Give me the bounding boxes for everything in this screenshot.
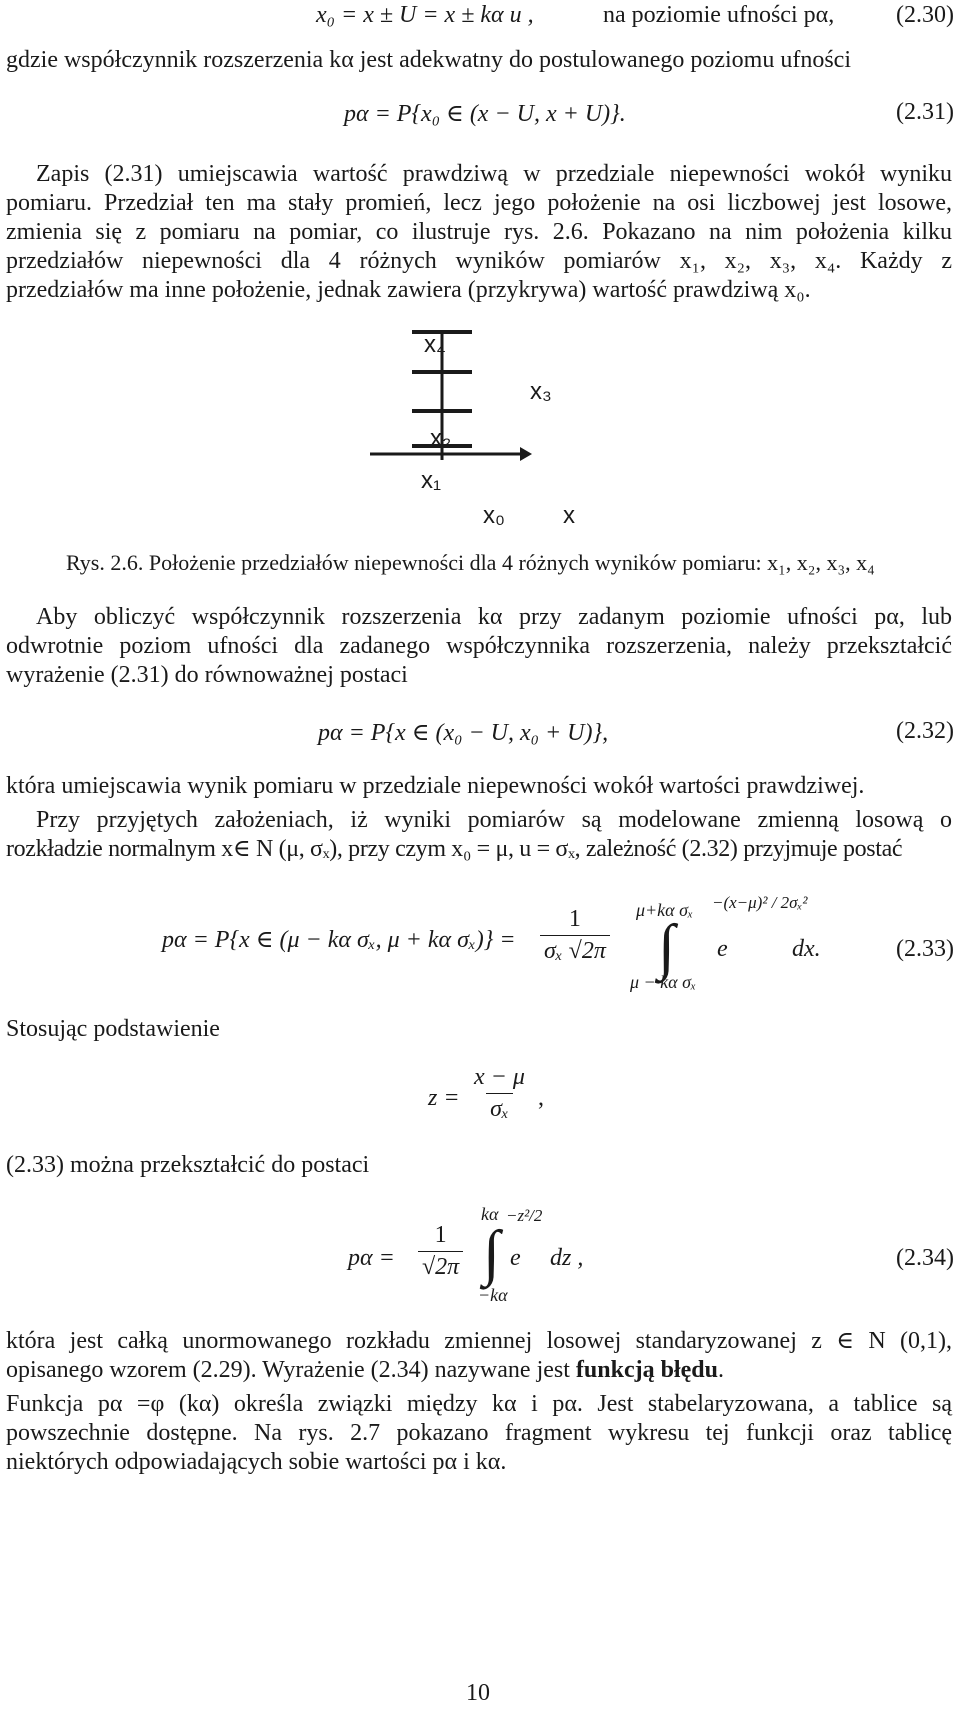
equation-2-34-int-upper: kα xyxy=(481,1204,499,1224)
equation-2-34-frac-den: √2π xyxy=(418,1251,463,1281)
paragraph-ktora-2 xyxy=(6,1327,952,1385)
text-2-33: (2.33) można przekształcić do postaci xyxy=(6,1152,370,1178)
equation-z-num: x − μ xyxy=(474,1064,525,1090)
paragraph-ktora-2-line xyxy=(6,1356,952,1385)
equation-z-lhs: z = xyxy=(428,1085,460,1111)
equation-2-31 xyxy=(344,99,626,128)
label-x3: x₃ xyxy=(530,378,552,405)
equation-2-34-number: (2.34) xyxy=(896,1245,954,1271)
paragraph-aby xyxy=(6,603,952,690)
equation-2-30-formula: x₀ = x ± U = x ± kα u , xyxy=(316,2,534,28)
axis-arrow xyxy=(520,447,532,461)
equation-2-33-integrand: e xyxy=(717,936,728,962)
label-x1: x₁ xyxy=(421,467,442,494)
equation-2-34-lhs: pα = xyxy=(348,1245,395,1271)
equation-2-34-integrand: e xyxy=(510,1245,521,1271)
paragraph-aby-line: wyrażenie (2.31) do równoważnej postaci xyxy=(6,662,408,688)
paragraph-zapis-line: przedziałów ma inne położenie, jednak zawiera (przykrywa) wartość prawdziwą x₀. xyxy=(6,277,811,303)
equation-2-34-exponent: −z²/2 xyxy=(506,1206,543,1225)
label-x0: x₀ xyxy=(483,502,505,529)
equation-2-34-tail: dz , xyxy=(550,1245,584,1271)
paragraph-ktora-1: która umiejscawia wynik pomiaru w przedziale niepewności wokół wartości prawdziwej. xyxy=(6,773,865,799)
term-funkcja-bledu: funkcją błędu xyxy=(575,1357,718,1383)
equation-2-33-frac-num: 1 xyxy=(568,906,581,932)
page-number: 10 xyxy=(466,1680,490,1706)
paragraph-przy-line: rozkładzie normalnym x∈ N (μ, σₓ), przy czym x₀ = μ, u = σₓ, zależność (2.32) przyjmuje postać xyxy=(6,836,903,862)
equation-2-33-tail: dx. xyxy=(792,936,821,962)
label-x2: x₂ xyxy=(430,425,452,452)
equation-2-32-number: (2.32) xyxy=(896,718,954,744)
paragraph-funkcja-line: Funkcja pα =φ (kα) określa związki między kα i pα. Jest stabelaryzowana, a tablice są xyxy=(6,1391,952,1417)
text-stosujac: Stosując podstawienie xyxy=(6,1016,220,1042)
equation-z-den: σₓ xyxy=(486,1093,513,1123)
paragraph-ktora-2-line2-start: opisanego wzorem (2.29). Wyrażenie (2.34) nazywane jest xyxy=(6,1357,570,1383)
equation-2-34-frac-num: 1 xyxy=(434,1222,447,1248)
equation-2-33-frac-den: σₓ √2π xyxy=(540,935,610,965)
paragraph-przy-line: Przy przyjętych założeniach, iż wyniki pomiarów są modelowane zmienną losową o xyxy=(36,807,952,833)
equation-2-33-number: (2.33) xyxy=(896,936,954,962)
label-x4: x₄ xyxy=(424,331,446,358)
paragraph-ktora-2-line: która jest całką unormowanego rozkładu zmiennej losowej standaryzowanej z ∈ N (0,1), xyxy=(6,1328,952,1354)
equation-2-33-fraction xyxy=(540,906,610,965)
integral-sign-icon: ∫ xyxy=(483,1219,500,1287)
paragraph-zapis-line: Zapis (2.31) umiejscawia wartość prawdziwą w przedziale niepewności wokół wyniku xyxy=(36,161,952,187)
paragraph-funkcja-line: powszechnie dostępne. Na rys. 2.7 pokazano fragment wykresu tej funkcji oraz tablicę xyxy=(6,1420,952,1446)
paragraph-ktora-2-line2-end: . xyxy=(717,1357,724,1383)
equation-z-tail: , xyxy=(538,1085,544,1111)
integral-sign-icon: ∫ xyxy=(658,913,675,981)
equation-2-30-number: (2.30) xyxy=(896,2,954,28)
equation-2-33-int-upper: μ+kα σₓ xyxy=(636,900,694,920)
equation-2-34-fraction xyxy=(418,1222,463,1281)
equation-2-33-int-lower: μ − kα σₓ xyxy=(630,972,697,992)
paragraph-zapis-line: pomiaru. Przedział ten ma stały promień, lecz jego położenie na osi liczbowej jest losowe, xyxy=(6,190,952,216)
paragraph-zapis-line: przedziałów niepewności dla 4 różnych wyników pomiarów x₁, x₂, x₃, x₄. Każdy z xyxy=(6,248,952,274)
equation-2-33-lhs: pα = P{x ∈ (μ − kα σₓ, μ + kα σₓ)} = xyxy=(162,927,516,953)
equation-2-31-formula: pα = P{x₀ ∈ (x − U, x + U)}. xyxy=(344,101,626,127)
paragraph-intro: gdzie współczynnik rozszerzenia kα jest adekwatny do postulowanego poziomu ufności xyxy=(6,47,852,73)
paragraph-przy xyxy=(6,806,952,864)
equation-z-fraction xyxy=(470,1064,529,1123)
equation-2-33-exponent: −(x−μ)² / 2σₓ² xyxy=(712,893,808,912)
paragraph-funkcja-line: niektórych odpowiadających sobie wartości pα i kα. xyxy=(6,1449,507,1475)
paragraph-funkcja xyxy=(6,1390,952,1477)
paragraph-aby-line: Aby obliczyć współczynnik rozszerzenia kα przy zadanym poziomie ufności pα, lub xyxy=(36,604,952,630)
paragraph-zapis xyxy=(6,160,952,305)
paragraph-aby-line: odwrotnie poziom ufności dla zadanego współczynnika rozszerzenia, należy przekształcić xyxy=(6,633,952,659)
equation-2-31-number: (2.31) xyxy=(896,99,954,125)
equation-2-30 xyxy=(316,2,534,29)
equation-2-34-int-lower: −kα xyxy=(478,1285,508,1305)
figure-intervals xyxy=(360,320,600,530)
equation-2-30-description: na poziomie ufności pα, xyxy=(603,2,835,28)
paragraph-zapis-line: zmienia się z pomiaru na pomiar, co ilustruje rys. 2.6. Pokazano na nim położenia kilku xyxy=(6,219,952,245)
figure-caption: Rys. 2.6. Położenie przedziałów niepewności dla 4 różnych wyników pomiaru: x₁, x₂, x₃, x₄ xyxy=(66,550,875,575)
equation-2-32-formula: pα = P{x ∈ (x₀ − U, x₀ + U)}, xyxy=(318,720,609,746)
equation-2-32 xyxy=(318,718,608,747)
label-x: x xyxy=(563,502,575,529)
